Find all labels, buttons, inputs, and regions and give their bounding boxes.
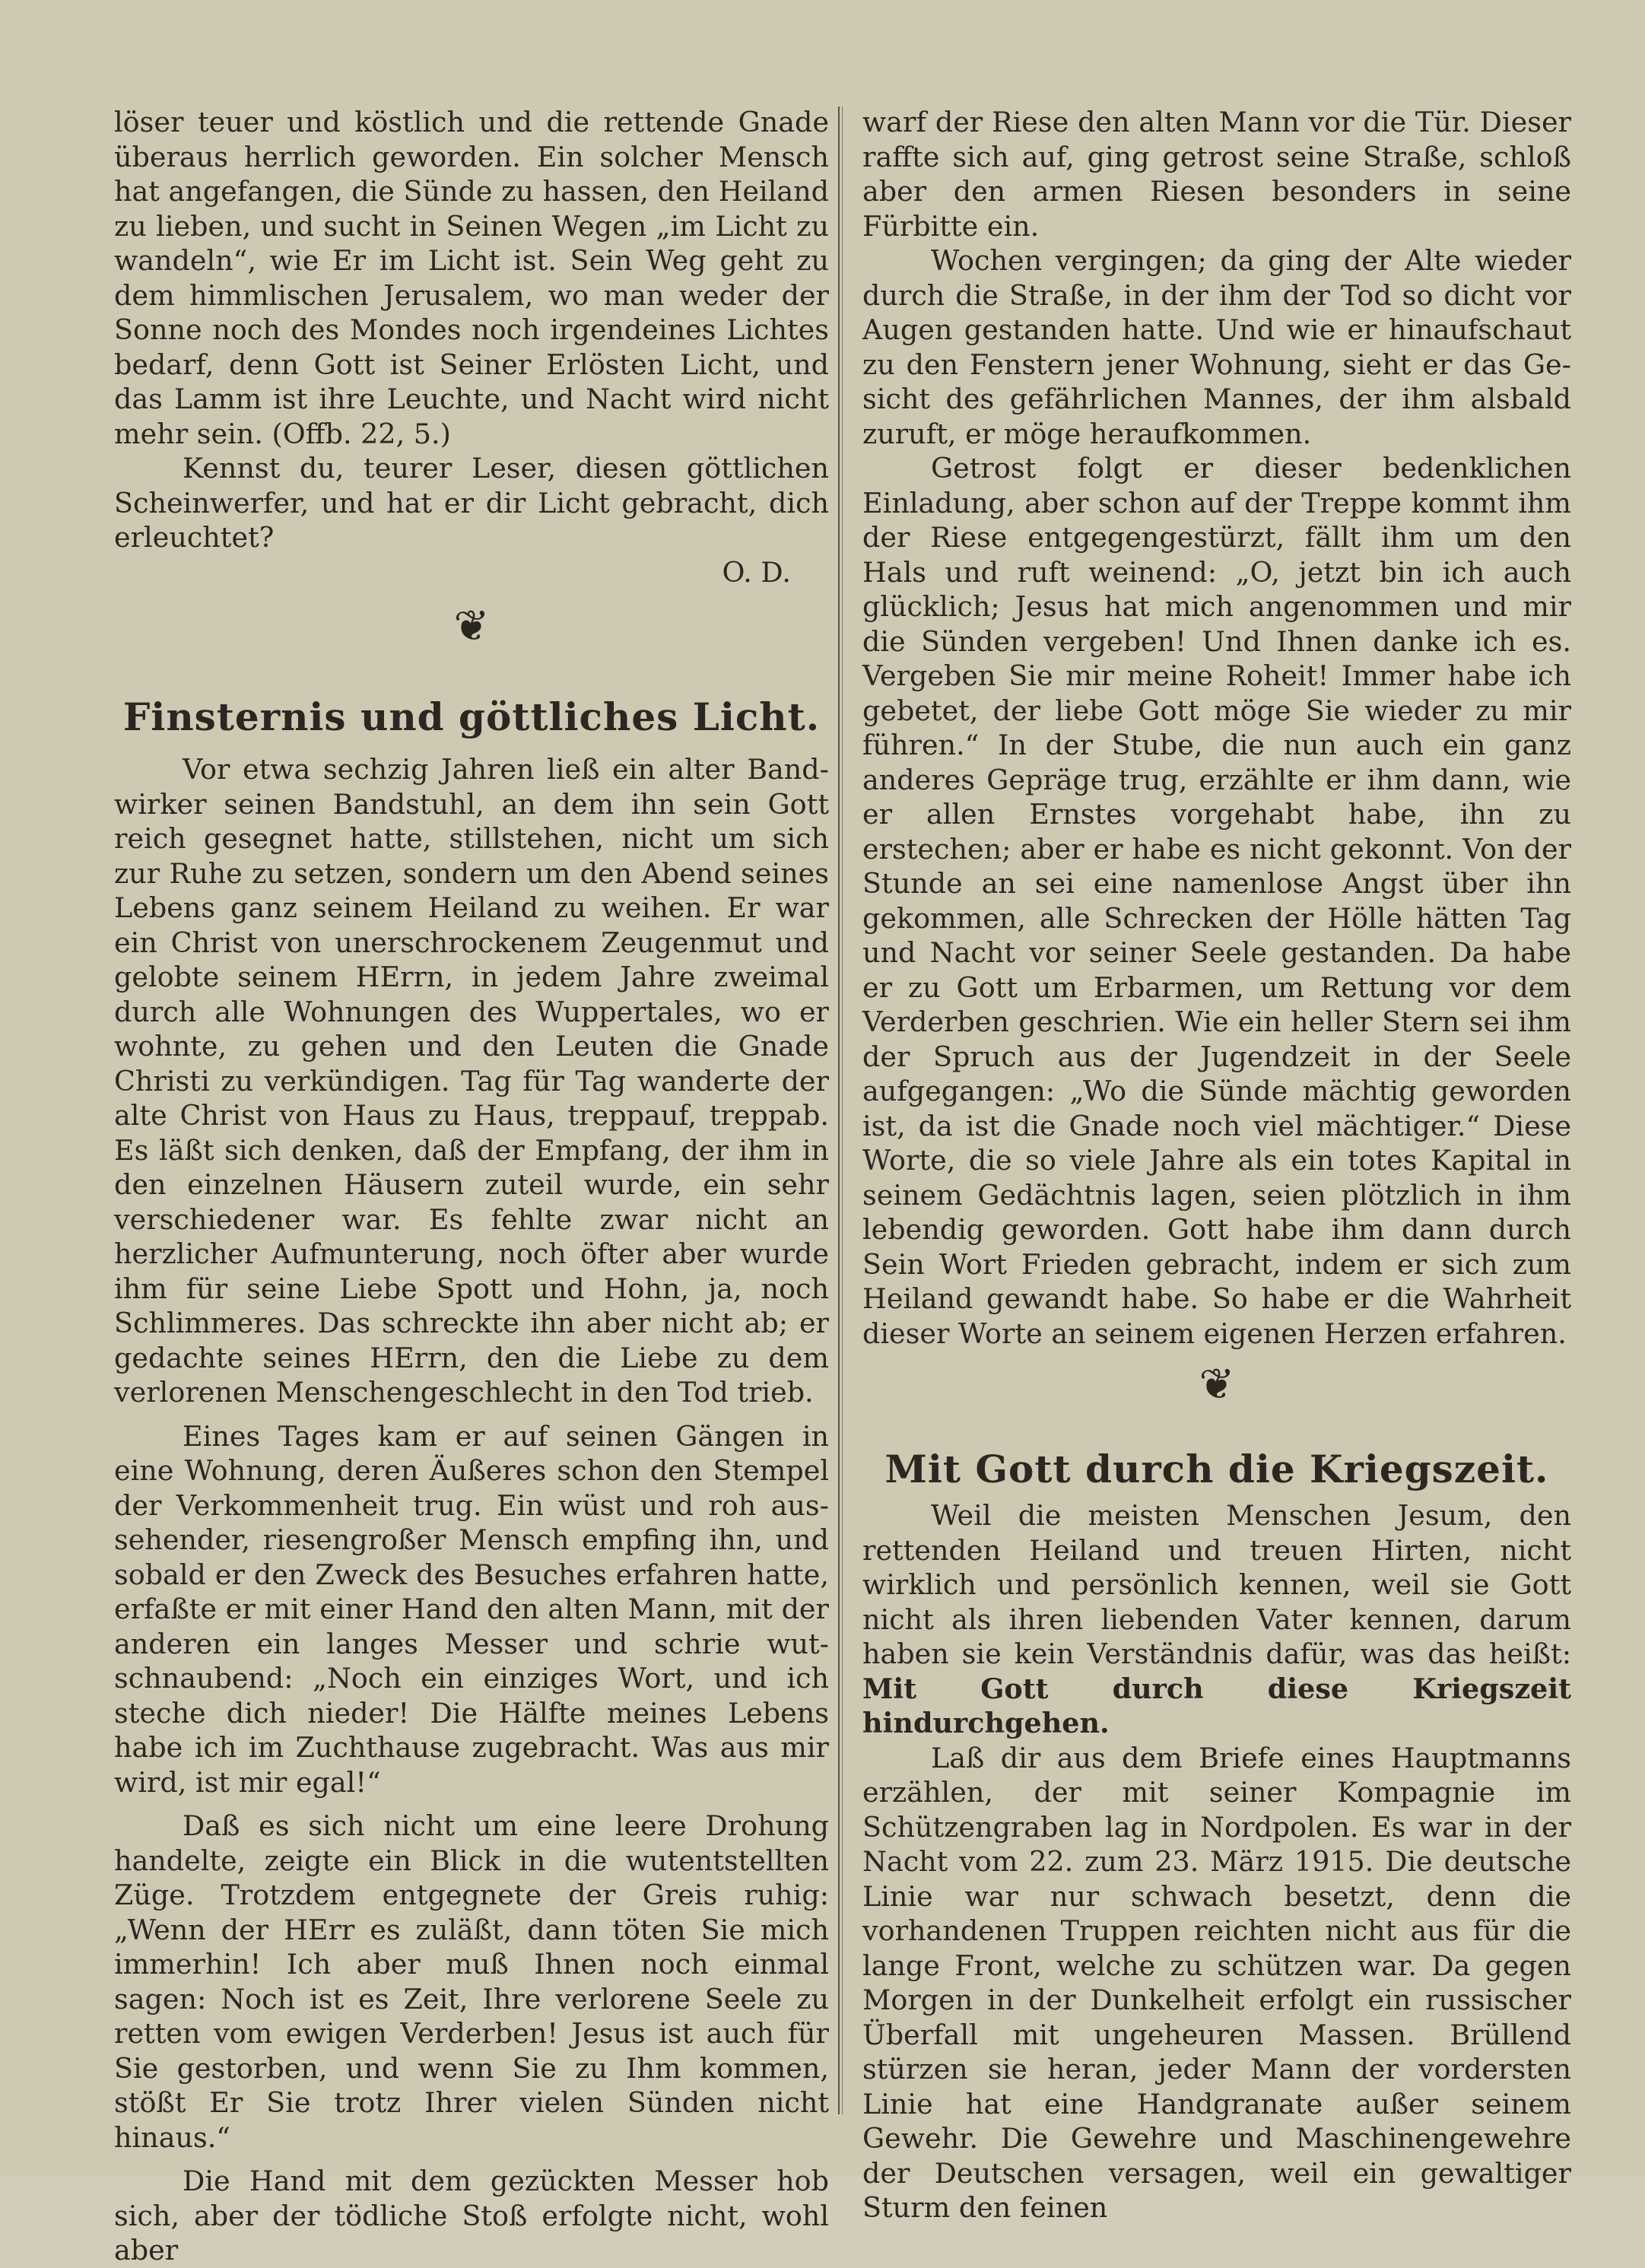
article-paragraph: Eines Tages kam er auf seinen Gängen in eine Wohnung, deren Äußeres schon den Stempel der Verkommenheit trug. Ein wüst und roh aussehender, riesengroßer Mensch empfing ihn, und sobald er den Zweck des Besuches erfahren hatte, erfaßte er mit einer Hand den alten Mann, mit der anderen ein langes Messer und schrie wutschnaubend: „Noch ein einziges Wort, und ich steche dich nieder! Die Hälfte meines Lebens habe ich im Zuchthause zugebracht. Was aus mir wird, ist mir egal!“	[114, 1419, 829, 1799]
right-column	[862, 105, 1571, 2225]
article-paragraph: Laß dir aus dem Briefe eines Hauptmanns erzählen, der mit seiner Kompagnie im Schützengraben lag in Nordpolen. Es war in der Nacht vom 22. zum 23. März 1915. Die deutsche Linie war nur schwach besetzt, denn die vorhandenen Truppen reichten nicht aus für die lange Front, welche zu schützen war. Da gegen Morgen in der Dunkelheit erfolgt ein russischer Überfall mit ungeheuren Massen. Brüllend stürzen sie heran, jeder Mann der vordersten Linie hat eine Handgranate außer seinem Gewehr. Die Gewehre und Maschinengewehre der Deutschen versagen, weil ein gewaltiger Sturm den feinen	[862, 1741, 1571, 2224]
section-ornament-icon: ❦	[1199, 1360, 1235, 1409]
column-divider	[838, 106, 840, 2114]
article-heading-kriegszeit: Mit Gott durch die Kriegszeit.	[884, 1447, 1549, 1491]
left-column	[114, 105, 829, 2268]
article-paragraph: Die Hand mit dem gezückten Messer hob sich, aber der tödliche Stoß erfolgte nicht, wohl aber	[114, 2165, 829, 2266]
author-signature: O. D.	[722, 555, 791, 589]
section-ornament-icon: ❦	[453, 602, 490, 651]
article-paragraph	[862, 1498, 1571, 1741]
article-heading-finsternis: Finsternis und göttliches Licht.	[122, 694, 821, 739]
continued-paragraph: warf der Riese den alten Mann vor die Tür. Dieser raffte sich auf, ging getrost seine Straße, schloß aber den armen Riesen besonders in seine Fürbitte ein.	[862, 106, 1571, 243]
article-paragraph: Daß es sich nicht um eine leere Drohung handelte, zeigte ein Blick in die wutentstellten Züge. Trotzdem entgegnete der Greis ruhig: „Wenn der HErr es zuläßt, dann töten Sie mich immerhin! Ich aber muß Ihnen noch einmal sagen: Noch ist es Zeit, Ihre verlorene Seele zu retten vom ewigen Verderben! Jesus ist auch für Sie gestorben, und wenn Sie zu Ihm kommen, stößt Er Sie trotz Ihrer vielen Sünden nicht hinaus.“	[114, 1809, 829, 2154]
question-paragraph: Kennst du, teurer Leser, diesen göttlichen Scheinwerfer, und hat er dir Licht gebracht, dich erleuchtet?	[114, 452, 829, 554]
article-paragraph: Wochen vergingen; da ging der Alte wieder durch die Straße, in der ihm der Tod so dicht vor Augen gestanden hatte. Und wie er hinaufschaut zu den Fenstern jener Wohnung, sieht er das Gesicht des gefährlichen Mannes, der ihm alsbald zuruft, er möge heraufkommen.	[862, 244, 1571, 450]
article-paragraph: Vor etwa sechzig Jahren ließ ein alter Bandwirker seinen Bandstuhl, an dem ihn sein Gott reich gesegnet hatte, stillstehen, nicht um sich zur Ruhe zu setzen, sondern um den Abend seines Lebens ganz seinem Heiland zu weihen. Er war ein Christ von unerschrockenem Zeugenmut und gelobte seinem HErrn, in jedem Jahre zweimal durch alle Wohnungen des Wuppertales, wo er wohnte, zu gehen und den Leuten die Gnade Christi zu verkündigen. Tag für Tag wanderte der alte Christ von Haus zu Haus, treppauf, treppab. Es läßt sich denken, daß der Empfang, der ihm in den einzelnen Häusern zuteil wurde, ein sehr verschiedener war. Es fehlte zwar nicht an herzlicher Aufmunterung, noch öfter aber wurde ihm für seine Liebe Spott und Hohn, ja, noch Schlimmeres. Das schreckte ihn aber nicht ab; er gedachte seines HErrn, den die Liebe zu dem verlorenen Menschengeschlecht in den Tod trieb.	[114, 753, 829, 1409]
article-paragraph: Getrost folgt er dieser bedenklichen Einladung, aber schon auf der Treppe kommt ihm der Riese entgegengestürzt, fällt ihm um den Hals und ruft weinend: „O, jetzt bin ich auch glücklich; Jesus hat mich angenommen und mir die Sünden vergeben! Und Ihnen danke ich es. Vergeben Sie mir meine Roheit! Immer habe ich gebetet, der liebe Gott möge Sie wieder zu mir führen.“ In der Stube, die nun auch ein ganz anderes Gepräge trug, erzählte er ihm dann, wie er allen Ernstes vorgehabt habe, ihn zu erstechen; aber er habe es nicht gekonnt. Von der Stunde an sei eine namenlose Angst über ihn gekommen, alle Schrecken der Hölle hätten Tag und Nacht vor seiner Seele gestanden. Da habe er zu Gott um Erbarmen, um Rettung vor dem Verderben geschrien. Wie ein heller Stern sei ihm der Spruch aus der Jugendzeit in der Seele aufgegangen: „Wo die Sünde mächtig geworden ist, da ist die Gnade noch viel mächtiger.“ Diese Worte, die so viele Jahre als ein totes Kapital in seinem Gedächtnis lagen, seien plötzlich in ihm lebendig geworden. Gott habe ihm dann durch Sein Wort Frieden gebracht, indem er sich zum Heiland gewandt habe. So habe er die Wahrheit dieser Worte an seinem eigenen Herzen erfahren.	[862, 452, 1571, 1350]
emphasized-phrase: Mit Gott durch diese Kriegszeit hindurchgehen.	[862, 1672, 1571, 1739]
intro-paragraph: löser teuer und köstlich und die rettende Gnade überaus herrlich geworden. Ein solcher Mensch hat angefangen, die Sünde zu hassen, den Heiland zu lieben, und sucht in Seinen Wegen „im Licht zu wandeln“, wie Er im Licht ist. Sein Weg geht zu dem himmlischen Jerusalem, wo man weder der Sonne noch des Mondes noch irgendeines Lichtes bedarf, denn Gott ist Seiner Erlösten Licht, und das Lamm ist ihre Leuchte, und Nacht wird nicht mehr sein. (Offb. 22, 5.)	[114, 106, 829, 450]
column-divider-inner	[842, 106, 843, 2114]
paragraph-text: Weil die meisten Menschen Jesum, den rettenden Heiland und treuen Hirten, nicht wirklich und persönlich kennen, weil sie Gott nicht als ihren liebenden Vater kennen, darum haben sie kein Verständnis dafür, was das heißt:	[862, 1499, 1571, 1670]
